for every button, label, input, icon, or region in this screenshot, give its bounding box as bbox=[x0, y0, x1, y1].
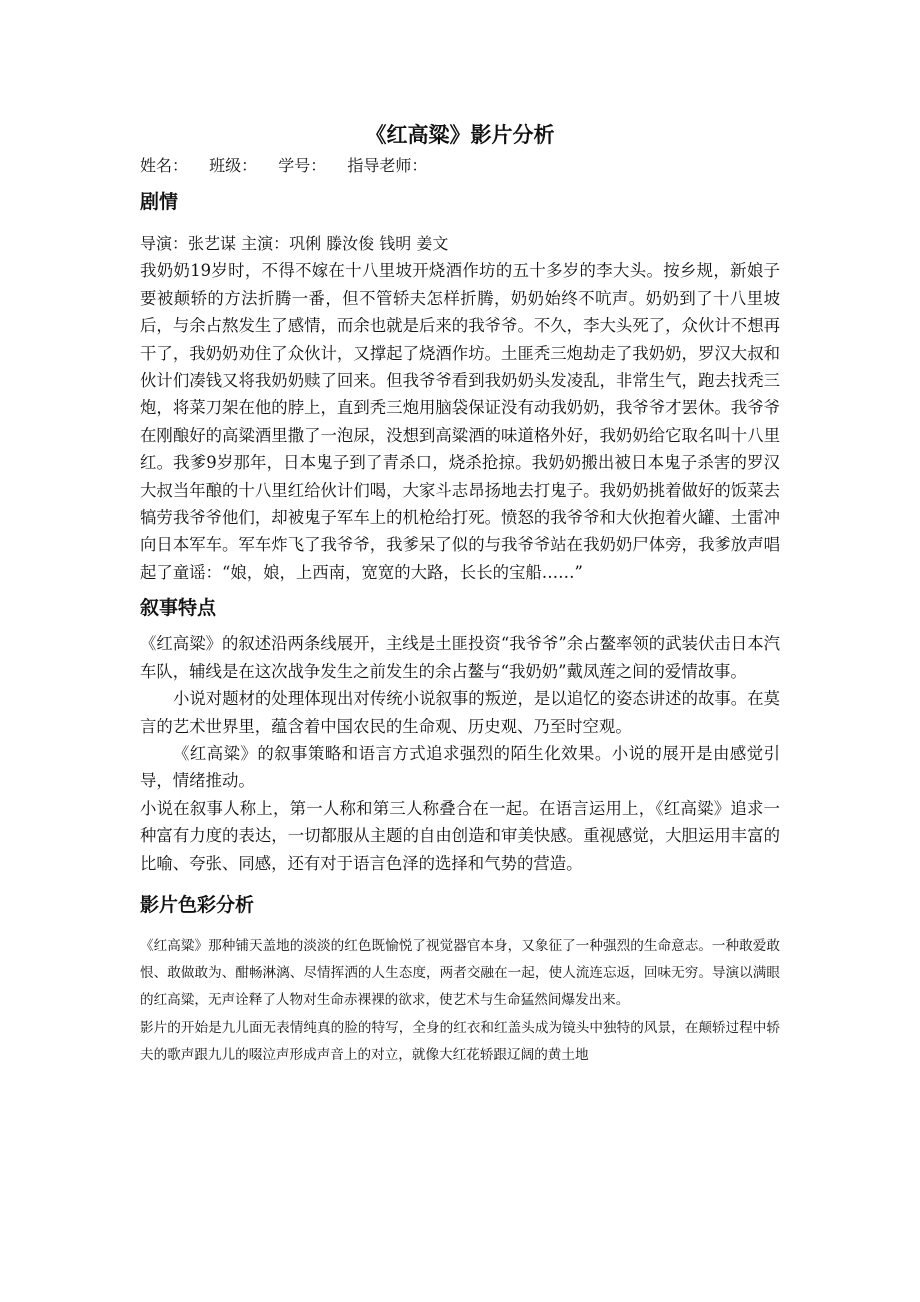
section-narrative bbox=[140, 586, 780, 877]
section-heading-color: 影片色彩分析 bbox=[140, 893, 255, 916]
section-heading-plot: 剧情 bbox=[140, 191, 179, 213]
narrative-paragraph-4: 小说在叙事人称上，第一人称和第三人称叠合在一起。在语言运用上，《红高粱》追求一种富有力度的表达，一切都服从主题的自由创造和审美快感。重视感觉，大胆运用丰富的比喻、夸张、同感，还有对于语言色泽的选择和气势的营造。 bbox=[140, 798, 780, 873]
student-info-line bbox=[140, 152, 780, 180]
section-heading-narrative: 叙事特点 bbox=[140, 597, 217, 620]
plot-paragraph: 我奶奶19岁时，不得不嫁在十八里坡开烧酒作坊的五十多岁的李大头。按乡规，新娘子要被颠轿的方法折腾一番，但不管轿夫怎样折腾，奶奶始终不吭声。奶奶到了十八里坡后，与余占熬发生了感情，而余也就是后来的我爷爷。不久，李大头死了，众伙计不想再干了，我奶奶劝住了众伙计，又撑起了烧酒作坊。土匪秃三炮劫走了我奶奶，罗汉大叔和伙计们凑钱又将我奶奶赎了回来。但我爷爷看到我奶奶头发凌乱，非常生气，跑去找秃三炮，将菜刀架在他的脖上，直到秃三炮用脑袋保证没有动我奶奶，我爷爷才罢休。我爷爷在刚酿好的高粱酒里撒了一泡尿，没想到高粱酒的味道格外好，我奶奶给它取名叫十八里红。我爹9岁那年，日本鬼子到了青杀口，烧杀抢掠。我奶奶搬出被日本鬼子杀害的罗汉大叔当年酿的十八里红给伙计们喝，大家斗志昂扬地去打鬼子。我奶奶挑着做好的饭菜去犒劳我爷爷他们，却被鬼子军车上的机枪给打死。愤怒的我爷爷和大伙抱着火罐、土雷冲向日本军车。军车炸飞了我爷爷，我爹呆了似的与我爷爷站在我奶奶尸体旁，我爹放声唱起了童谣：“娘，娘，上西南，宽宽的大路，长长的宝船……” bbox=[140, 261, 780, 582]
narrative-paragraph-2: 小说对题材的处理体现出对传统小说叙事的叛逆，是以追忆的姿态讲述的故事。在莫言的艺术世界里，蕴含着中国农民的生命观、历史观、乃至时空观。 bbox=[140, 689, 780, 736]
document-body bbox=[140, 118, 780, 1069]
name-label: 姓名： bbox=[140, 156, 189, 175]
document-title: 《红高粱》影片分析 bbox=[365, 122, 555, 147]
teacher-label: 指导老师： bbox=[347, 156, 428, 175]
narrative-paragraph-3: 《红高粱》的叙事策略和语言方式追求强烈的陌生化效果。小说的展开是由感觉引导，情绪推动。 bbox=[140, 743, 780, 791]
narrative-paragraph-1: 《红高粱》的叙述沿两条线展开，主线是土匪投资“我爷爷”余占鳌率领的武装伏击日本汽车队，辅线是在这次战争发生之前发生的余占鳌与“我奶奶”戴凤莲之间的爱情故事。 bbox=[140, 634, 780, 681]
section-plot bbox=[140, 180, 780, 586]
student-id-label: 学号： bbox=[278, 156, 327, 175]
director-cast-line: 导演：张艺谋 主演：巩俐 滕汝俊 钱明 姜文 bbox=[140, 234, 449, 253]
section-color-analysis bbox=[140, 883, 780, 1069]
color-paragraph-2: 影片的开始是九儿面无表情纯真的脸的特写，全身的红衣和红盖头成为镜头中独特的风景，在颠轿过程中轿夫的歌声跟九儿的啜泣声形成声音上的对立，就像大红花轿跟辽阔的黄土地 bbox=[140, 1019, 780, 1063]
color-paragraph-1: 《红高粱》那种铺天盖地的淡淡的红色既愉悦了视觉器官本身，又象征了一种强烈的生命意志。一种敢爱敢恨、敢做敢为、酣畅淋漓、尽情挥洒的人生态度，两者交融在一起，使人流连忘返，回味无穷。导演以满眼的红高粱，无声诠释了人物对生命赤裸裸的欲求，使艺术与生命猛然间爆发出来。 bbox=[140, 937, 780, 1009]
class-label: 班级： bbox=[209, 156, 258, 175]
